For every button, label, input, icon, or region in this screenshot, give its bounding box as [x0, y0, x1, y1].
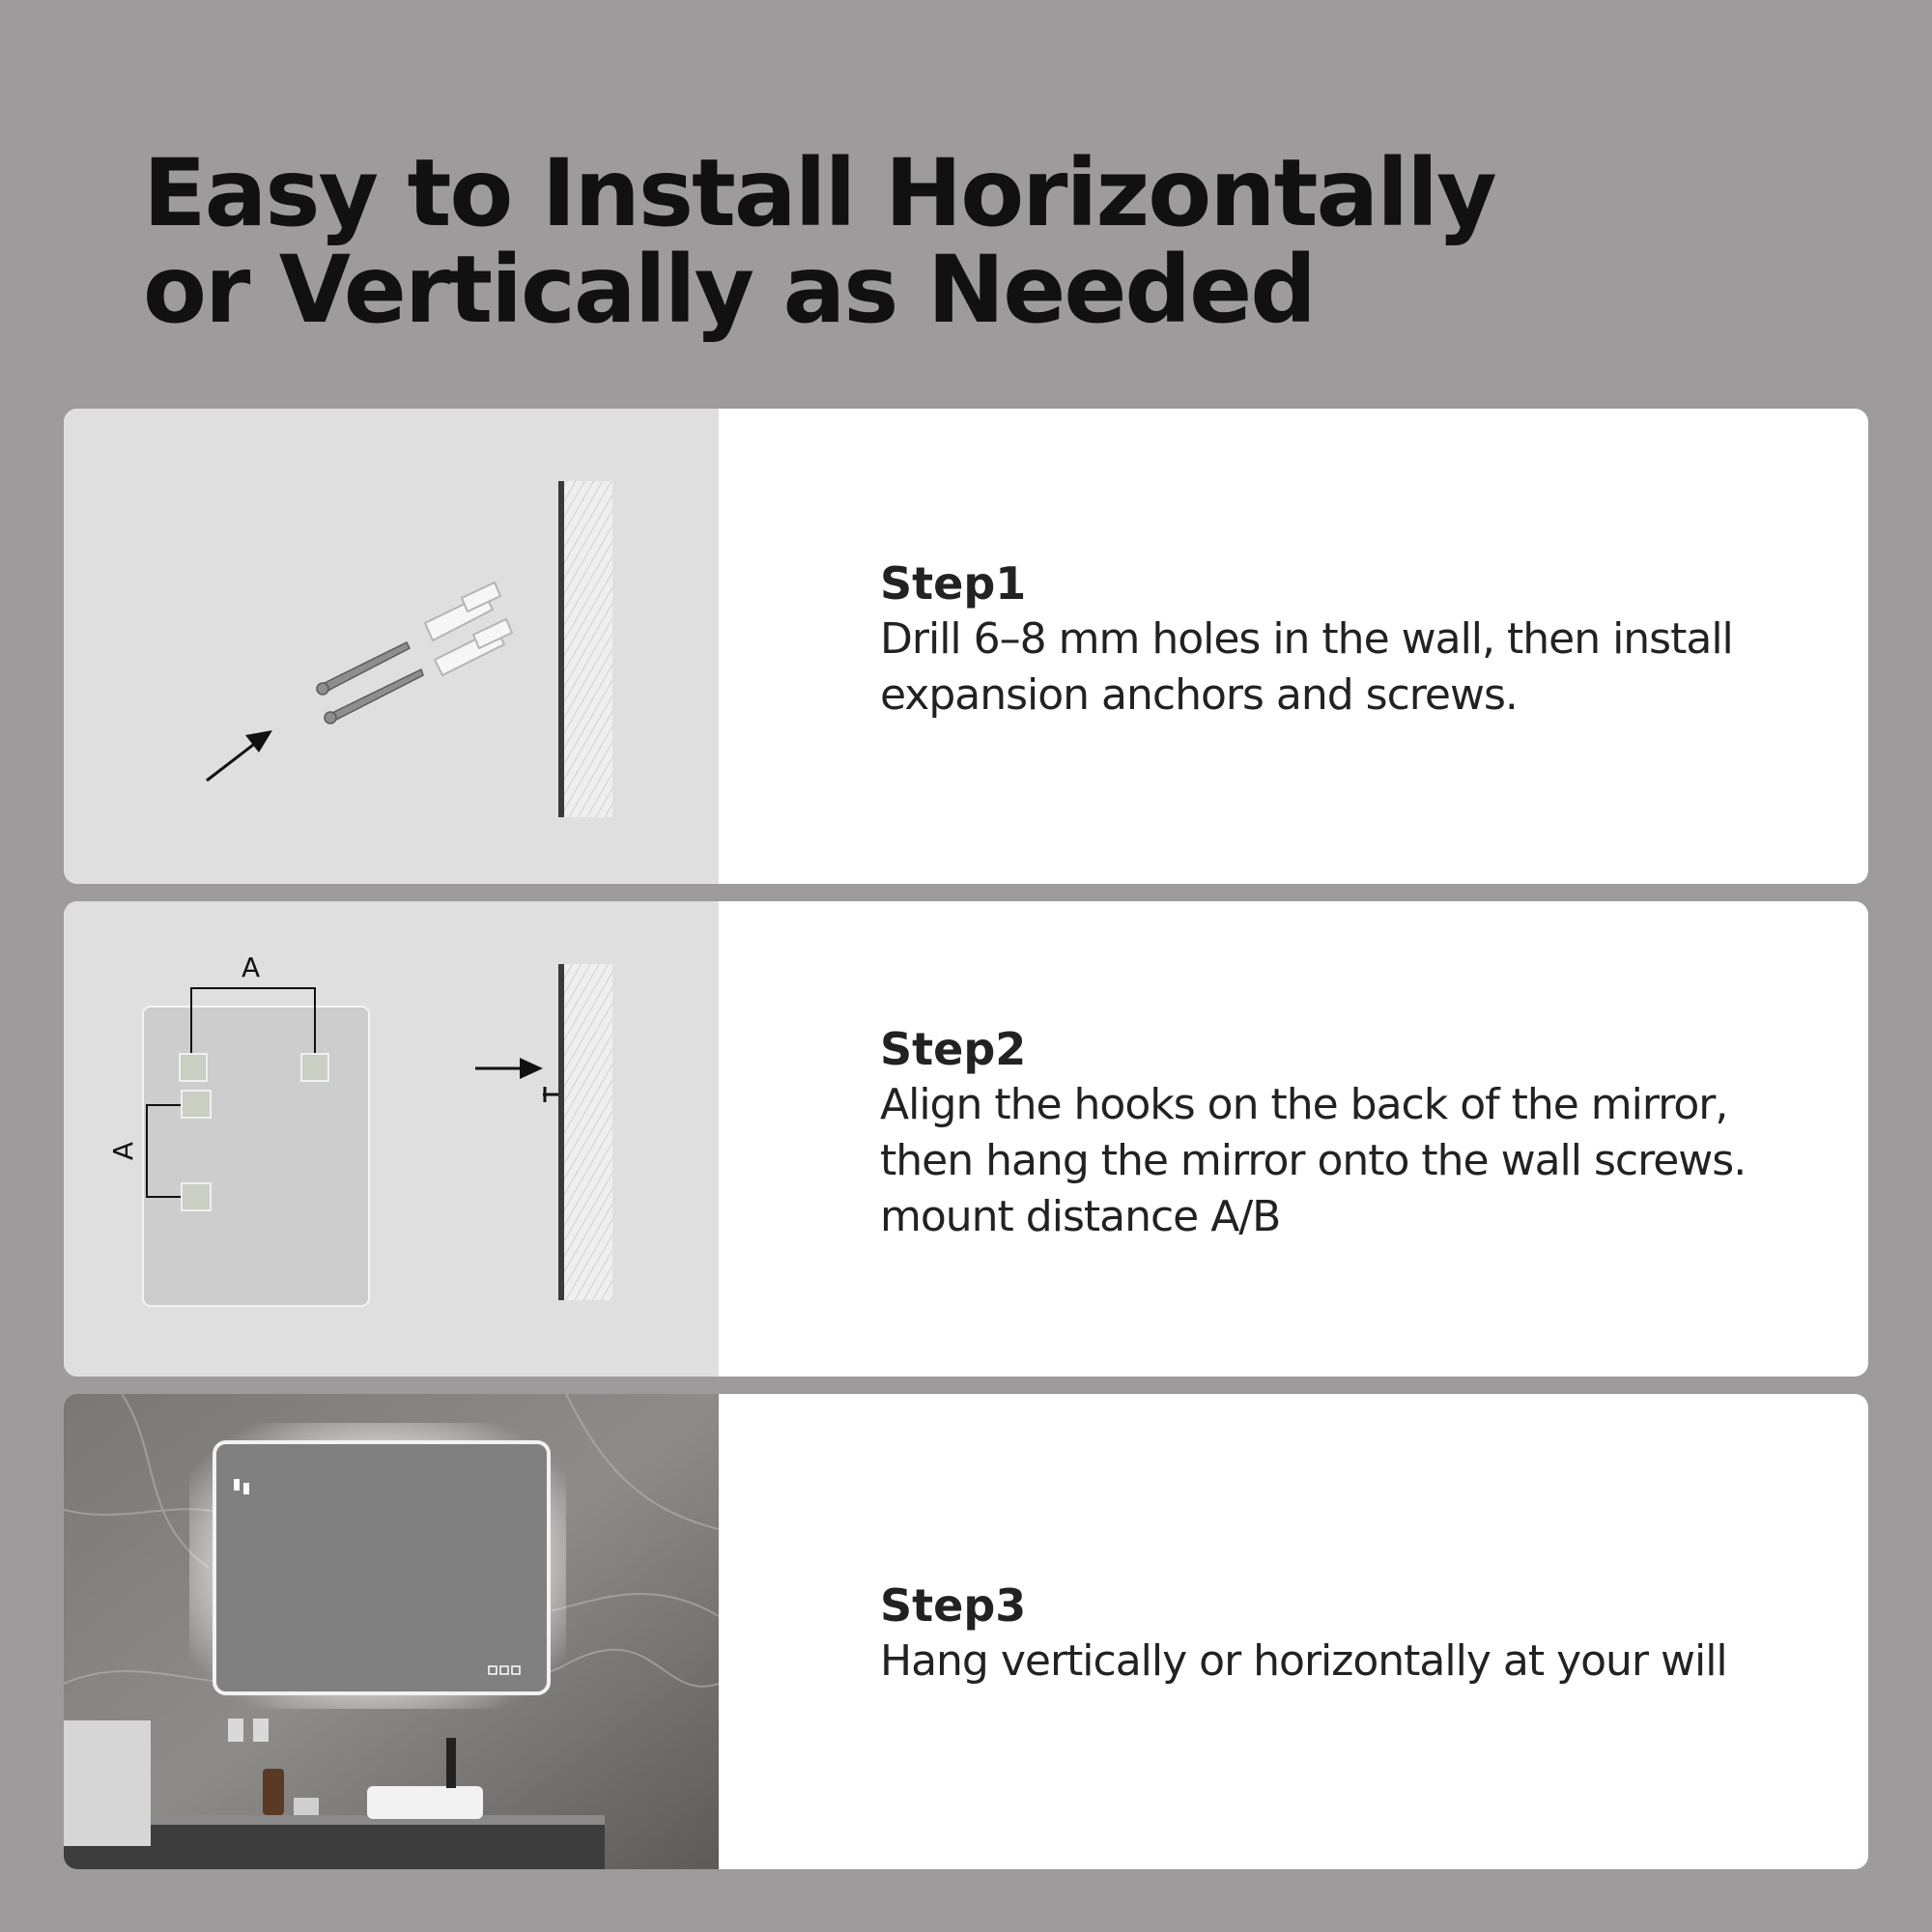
step3-card: [64, 1394, 1868, 1869]
mirror-back-outline: [143, 1007, 369, 1306]
step1-desc-line-1: Drill 6–8 mm holes in the wall, then install: [880, 614, 1733, 664]
step3-title: Step3: [880, 1579, 1027, 1632]
step1-desc-line-2: expansion anchors and screws.: [880, 670, 1518, 720]
step2-illustration: [64, 901, 719, 1377]
wall-anchor-icon: [425, 582, 512, 675]
led-mirror-photo: [64, 1394, 719, 1869]
step3-desc-line-1: Hang vertically or horizontally at your will: [880, 1636, 1727, 1686]
step2-text: [880, 1021, 1827, 1245]
step2-desc-line-3: mount distance A/B: [880, 1192, 1281, 1241]
step2-desc-line-2: then hang the mirror onto the wall screws.: [880, 1136, 1747, 1185]
step1-card: [64, 409, 1868, 884]
headline-line-2: or Vertically as Needed: [143, 236, 1315, 344]
mirror-frame: [214, 1442, 549, 1693]
page-headline: [143, 139, 1495, 344]
step1-illustration: [64, 409, 719, 884]
headline-line-1: Easy to Install Horizontally: [143, 139, 1495, 247]
wall-section-icon: [543, 964, 612, 1300]
screw-icon: [317, 642, 423, 724]
dimension-label-vertical: A: [107, 1141, 140, 1161]
step2-title: Step2: [880, 1023, 1027, 1075]
dimension-label-horizontal: A: [242, 952, 261, 983]
wall-section-icon: [558, 481, 612, 817]
arrow-icon: [475, 1058, 543, 1079]
step2-desc-line-1: Align the hooks on the back of the mirror,: [880, 1080, 1728, 1129]
step2-card: [64, 901, 1868, 1377]
step1-title: Step1: [880, 557, 1027, 610]
arrow-icon: [207, 730, 272, 781]
step1-text: [880, 555, 1827, 724]
step3-text: [880, 1577, 1827, 1690]
